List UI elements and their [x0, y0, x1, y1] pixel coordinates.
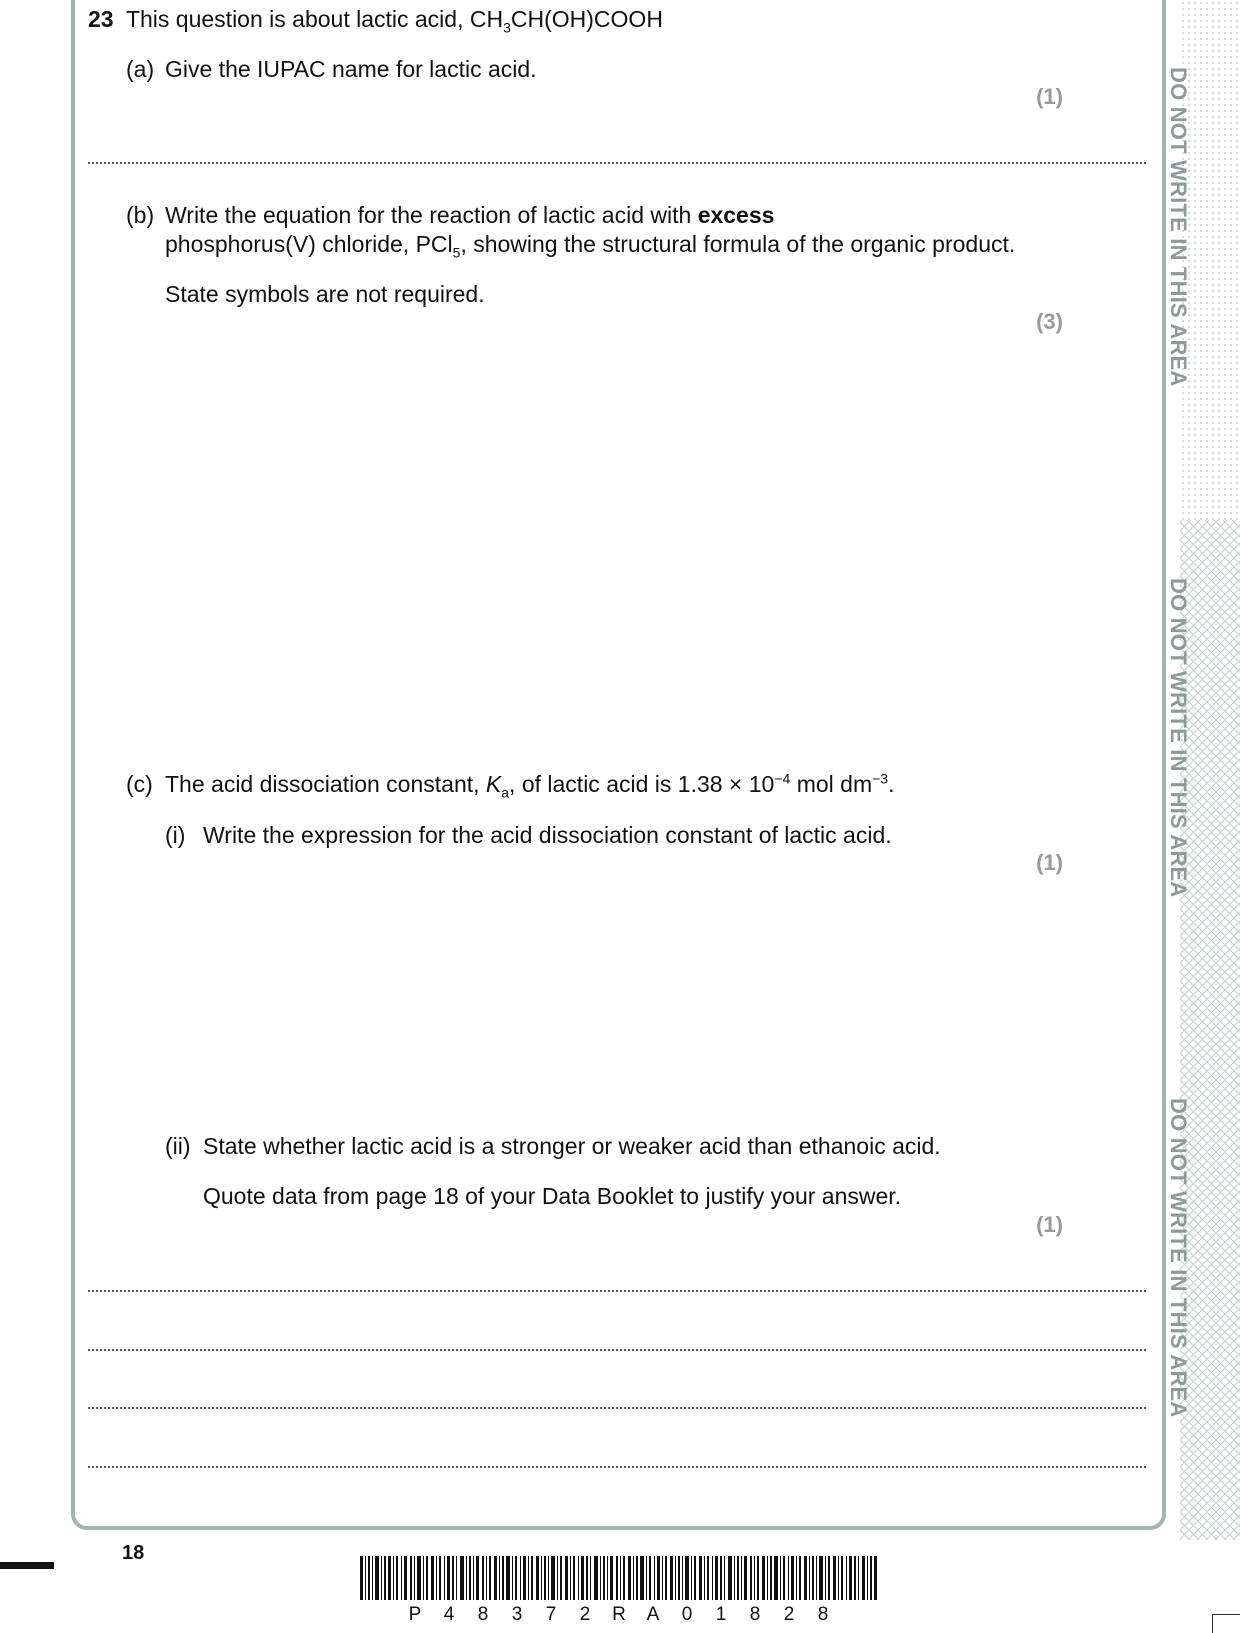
part-c-i-marks: (1) — [1036, 850, 1063, 875]
barcode-digits: P 4 8 3 7 2 R A 0 1 8 2 8 — [408, 1604, 829, 1625]
answer-space-c-i[interactable] — [88, 885, 1146, 1115]
answer-line-c-ii-2[interactable] — [88, 1349, 1146, 1351]
answer-line-c-ii-4[interactable] — [88, 1466, 1146, 1468]
part-c-i-text: Write the expression for the acid dissociation constant of lactic acid. — [203, 822, 892, 848]
part-c-ii-line1: State whether lactic acid is a stronger or weaker acid than ethanoic acid. — [203, 1133, 941, 1159]
answer-space-b[interactable] — [88, 345, 1146, 745]
answer-line-c-ii-1[interactable] — [88, 1290, 1146, 1292]
answer-line-c-ii-3[interactable] — [88, 1407, 1146, 1409]
part-b-line1: Write the equation for the reaction of lactic acid with excess — [165, 202, 775, 228]
question-number: 23 — [88, 6, 114, 32]
registration-mark — [0, 1562, 54, 1569]
part-a-marks: (1) — [1036, 84, 1063, 109]
part-b-line3: State symbols are not required. — [165, 281, 485, 307]
part-b-label: (b) — [126, 202, 155, 228]
part-a-text: Give the IUPAC name for lactic acid. — [165, 56, 537, 82]
part-a-label: (a) — [126, 56, 155, 82]
page-number: 18 — [122, 1542, 145, 1564]
part-c-ii-label: (ii) — [165, 1133, 191, 1159]
part-c-ii-line2: Quote data from page 18 of your Data Booklet to justify your answer. — [203, 1183, 902, 1209]
question-intro: This question is about lactic acid, $CH_3CH(OH)COOH$ — [125, 6, 663, 36]
part-c-label: (c) — [126, 771, 153, 797]
part-c-text: The acid dissociation constant, $K_a$, of lactic acid is $1.38 \times 10^{-4}$ mol $dm^{-3}$. — [165, 770, 895, 801]
part-c-i-label: (i) — [165, 822, 186, 848]
part-b-line2: phosphorus(V) chloride, PCl$_5$, showing the structural formula of the organic product. — [165, 231, 1016, 261]
part-c-ii-marks: (1) — [1036, 1212, 1063, 1237]
barcode — [360, 1556, 880, 1604]
crop-mark — [1212, 1614, 1240, 1633]
question-heading — [88, 5, 663, 36]
part-b-marks: (3) — [1036, 309, 1063, 334]
answer-line-a[interactable] — [88, 162, 1146, 164]
